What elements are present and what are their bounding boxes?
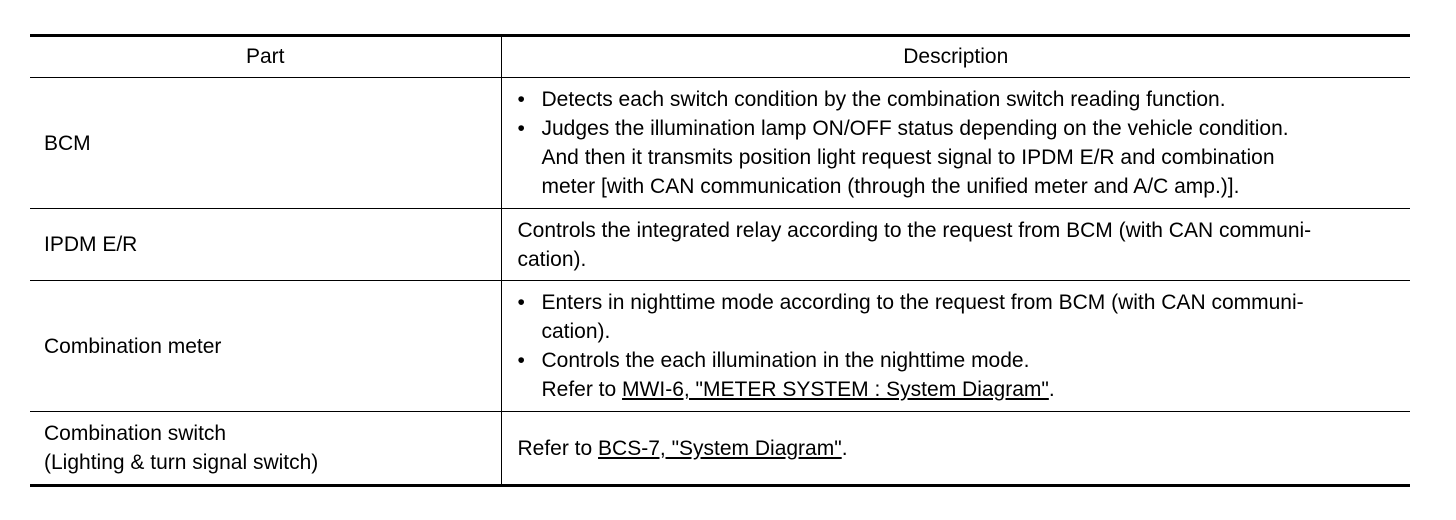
table-row [30, 78, 1410, 209]
description-text: • Enters in nighttime mode according to the request from BCM (with CAN communi- [541, 291, 1304, 314]
description-text: cation). [517, 247, 587, 271]
header-part: Part [30, 36, 501, 78]
bullet-list [518, 85, 1401, 201]
part-description-table [30, 34, 1410, 487]
list-item [518, 114, 1401, 201]
part-cell: BCM [30, 78, 501, 209]
list-item [518, 346, 1401, 404]
part-name-line: (Lighting & turn signal switch) [44, 451, 319, 474]
description-text: And then it transmits position light request signal to IPDM E/R and combination [541, 146, 1275, 169]
meter-system-diagram-link[interactable]: MWI-6, "METER SYSTEM : System Diagram" [622, 378, 1049, 401]
description-cell [501, 412, 1410, 486]
description-cell [501, 209, 1410, 281]
refer-prefix: Refer to [541, 378, 623, 401]
refer-suffix: . [841, 436, 848, 460]
description-text: • Judges the illumination lamp ON/OFF status depending on the vehicle condition. [541, 117, 1289, 140]
refer-suffix: . [1048, 378, 1055, 401]
refer-line [542, 375, 1401, 404]
description-text: • Controls the each illumination in the nighttime mode. [541, 349, 1030, 372]
table-header-row [30, 36, 1410, 78]
part-cell [30, 412, 501, 486]
part-cell: IPDM E/R [30, 209, 501, 281]
table-row [30, 209, 1410, 281]
refer-line [518, 434, 1401, 463]
header-description: Description [501, 36, 1410, 78]
refer-prefix: Refer to [517, 436, 599, 460]
description-text: Controls the integrated relay according to the request from BCM (with CAN communi- [517, 218, 1312, 242]
list-item [518, 85, 1401, 114]
table-row [30, 412, 1410, 486]
bcs-system-diagram-link[interactable]: BCS-7, "System Diagram" [598, 436, 842, 460]
bullet-list [518, 288, 1401, 404]
part-name-line: Combination switch [44, 422, 227, 445]
list-item [518, 288, 1401, 346]
description-text: cation). [541, 320, 611, 343]
description-text: meter [with CAN communication (through the unified meter and A/C amp.)]. [541, 175, 1240, 198]
part-cell: Combination meter [30, 281, 501, 412]
table-row [30, 281, 1410, 412]
description-cell [501, 78, 1410, 209]
description-cell [501, 281, 1410, 412]
description-text: • Detects each switch condition by the combination switch reading function. [541, 88, 1226, 111]
